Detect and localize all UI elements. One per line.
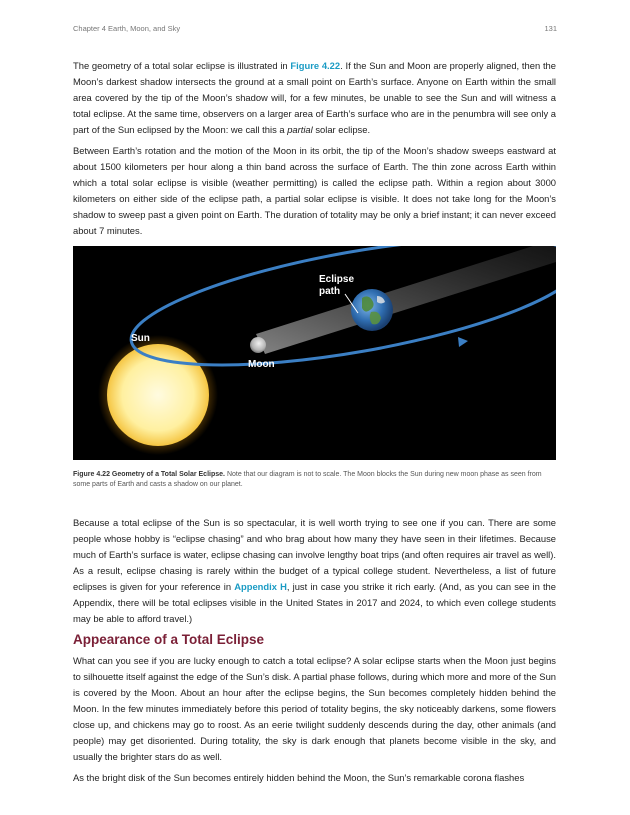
paragraph-1-text-b: . If the Sun and Moon are properly aligned, then the Moon’s darkest shadow intersects the ground at a small point on Earth’s surface. Anyone on Earth within the small area covered by the tip of the Moon’s shadow will, for a few minutes, be unable to see the Sun and will witness a total eclipse. At the same time, observers on a larger area of Earth’s surface who are in the penumbra will see only a part of the Sun eclipsed by the Moon: we call this a (73, 60, 556, 135)
paragraph-1-text-a: The geometry of a total solar eclipse is illustrated in (73, 60, 291, 71)
eclipse-path-label-line1: Eclipse (319, 274, 355, 285)
page-header (73, 24, 557, 36)
sun-label: Sun (131, 333, 150, 344)
eclipse-figure (73, 246, 556, 460)
caption-label: Figure 4.22 Geometry of a Total Solar Eclipse. (73, 471, 225, 478)
appendix-h-link[interactable]: Appendix H (234, 581, 287, 592)
orbit-arrow-icon (458, 337, 468, 347)
paragraph-1 (73, 58, 556, 138)
eclipse-path-label-line2: path (319, 286, 341, 297)
paragraph-1-text-c: solar eclipse. (312, 124, 371, 135)
paragraph-5: As the bright disk of the Sun becomes entirely hidden behind the Moon, the Sun’s remarkable corona flashes (73, 772, 525, 783)
caption-text: Note that our diagram is not to scale. The Moon blocks the Sun during new moon phase as seen from some parts of Earth and casts a shadow on our planet. (73, 471, 542, 488)
figure-caption (73, 470, 556, 489)
moon (250, 337, 266, 353)
paragraph-4: What can you see if you are lucky enough to catch a total eclipse? A solar eclipse starts when the Moon just begins to silhouette itself against the edge of the Sun’s disk. A partial phase follows, during which more and more of the Sun is covered by the Moon. About an hour after the eclipse begins, the Sun becomes completely hidden behind the Moon. In the few minutes immediately before this period of totality begins, the sky noticeably darkens, some flowers close up, and chickens may go to roost. As an eerie twilight suddenly descends during the day, other animals (and people) may get disoriented. During totality, the sky is dark enough that planets become visible in the sky, and usually the brighter stars do as well. (73, 655, 556, 762)
figure-4-22-link[interactable]: Figure 4.22 (290, 60, 341, 71)
page-content (73, 58, 556, 791)
chapter-title: Chapter 4 Earth, Moon, and Sky (73, 24, 181, 33)
paragraph-2: Between Earth’s rotation and the motion of the Moon in its orbit, the tip of the Moon’s shadow sweeps eastward at about 1500 kilometers per hour along a thin band across the surface of Earth. The thin zone across Earth within which a total solar eclipse is visible (weather permitting) is called the eclipse path. Within a region about 3000 kilometers on either side of the eclipse path, a partial solar eclipse is visible. It does not take long for the Moon’s shadow to sweep past a given point on Earth. The duration of totality may be only a brief instant; it can never exceed about 7 minutes. (73, 145, 556, 236)
paragraph-3-text-b: , just in case you strike it rich early. (And, as you can see in the Appendix, there will be total eclipses visible in the United States in 2017 and 2024, to which even college students may be able to afford travel.) (73, 581, 556, 624)
moon-label: Moon (248, 359, 275, 370)
partial-term: partial (287, 124, 313, 135)
page-number: 131 (544, 24, 557, 33)
paragraph-3-text-a: Because a total eclipse of the Sun is so spectacular, it is well worth trying to see one if you can. There are some people whose hobby is “eclipse chasing” and who brag about how many they have seen in their lifetimes. Because much of Earth’s surface is water, eclipse chasing can involve lengthy boat trips (and often requires air travel as well). As a result, eclipse chasing is rarely within the budget of a typical college student. Nevertheless, a list of future eclipses is given for your reference in (73, 517, 556, 592)
paragraph-3 (73, 515, 556, 627)
earth (351, 289, 393, 331)
section-heading: Appearance of a Total Eclipse (73, 632, 265, 647)
eclipse-diagram (73, 246, 556, 460)
